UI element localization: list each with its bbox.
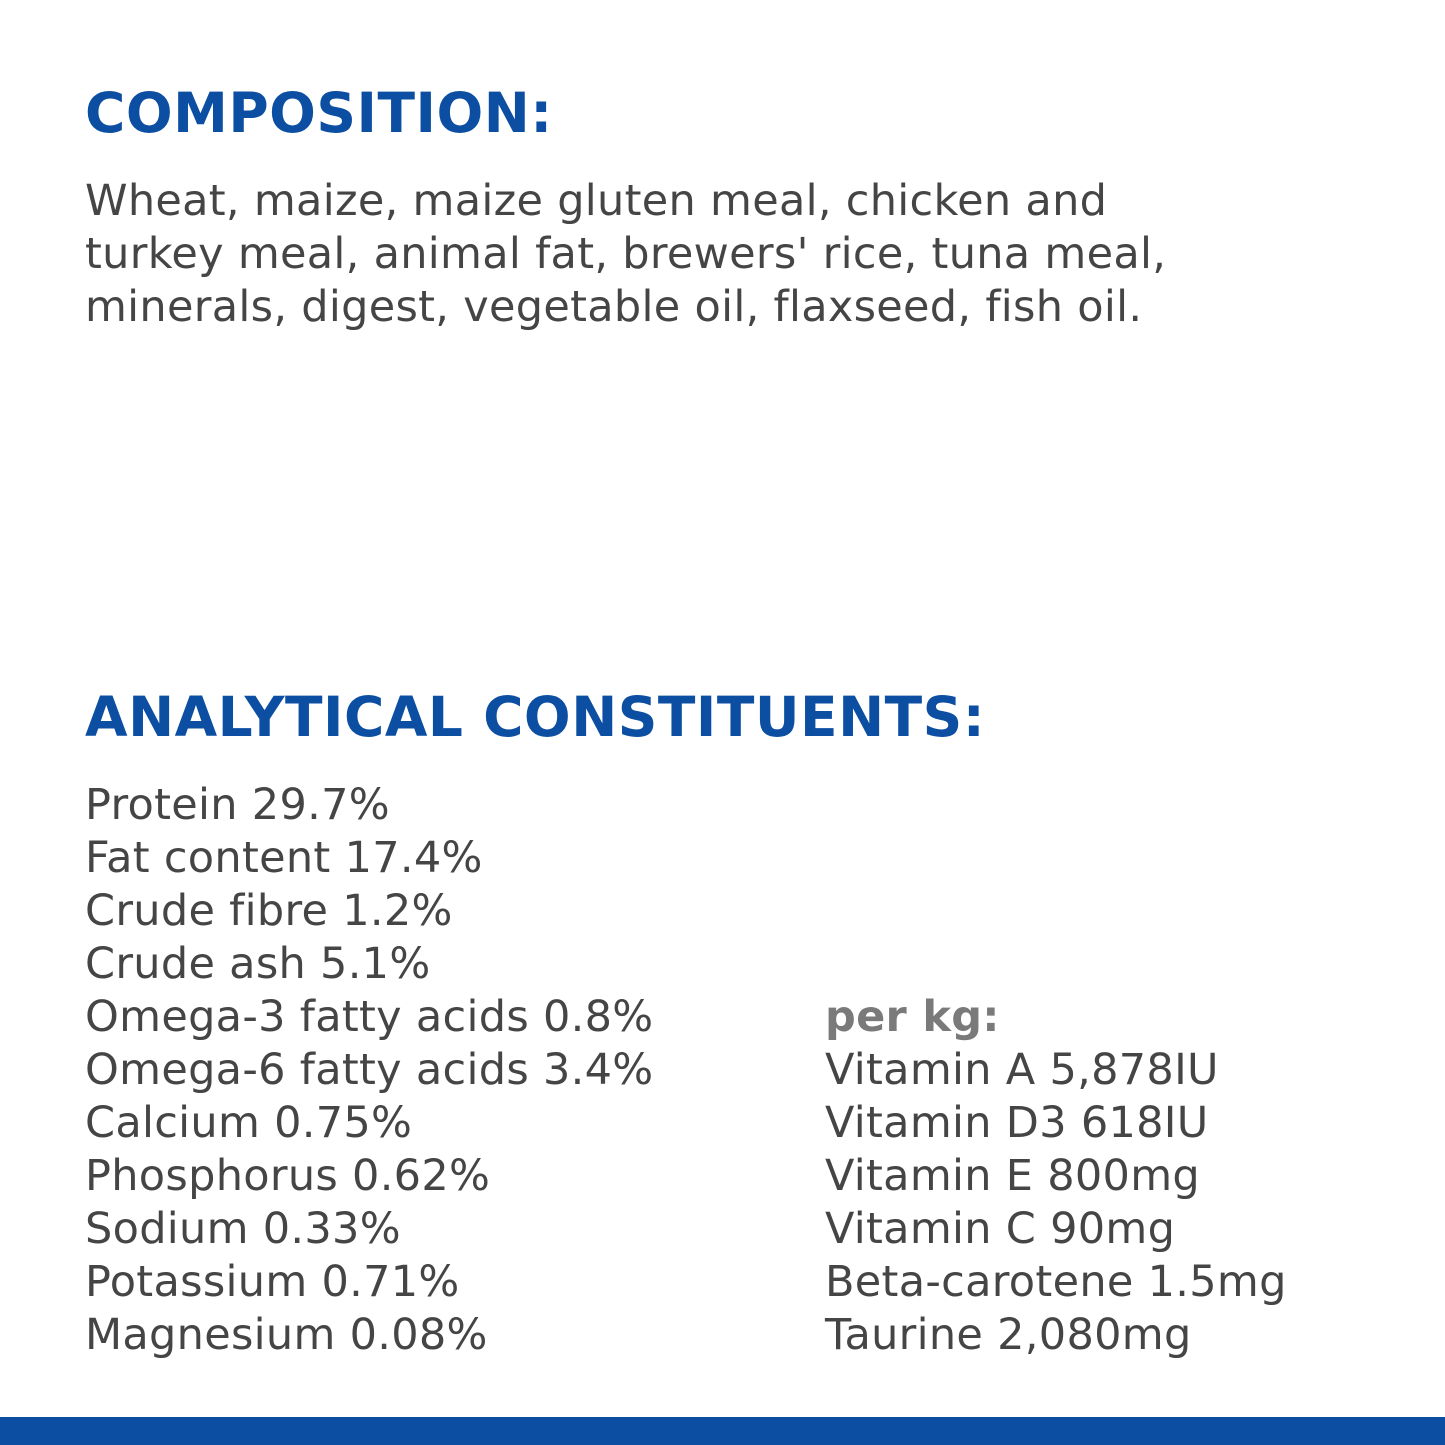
composition-text bbox=[85, 175, 1365, 334]
constituent-item: Protein 29.7% bbox=[85, 780, 390, 830]
constituent-item: Calcium 0.75% bbox=[85, 1098, 413, 1148]
constituents-list bbox=[85, 779, 653, 1362]
composition-heading: COMPOSITION: bbox=[85, 81, 553, 145]
footer-bar bbox=[0, 1417, 1445, 1445]
composition-line: Wheat, maize, maize gluten meal, chicken and bbox=[85, 176, 1108, 226]
constituent-item: Potassium 0.71% bbox=[85, 1257, 460, 1307]
per-kg-item: Vitamin D3 618IU bbox=[825, 1098, 1209, 1148]
constituent-item: Phosphorus 0.62% bbox=[85, 1151, 491, 1201]
composition-line: turkey meal, animal fat, brewers' rice, tuna meal, bbox=[85, 229, 1167, 279]
analytical-constituents-heading: ANALYTICAL CONSTITUENTS: bbox=[85, 685, 986, 749]
per-kg-title: per kg: bbox=[825, 992, 1000, 1042]
constituent-item: Crude fibre 1.2% bbox=[85, 886, 453, 936]
per-kg-item: Vitamin A 5,878IU bbox=[825, 1045, 1219, 1095]
constituent-item: Fat content 17.4% bbox=[85, 833, 483, 883]
per-kg-item: Beta-carotene 1.5mg bbox=[825, 1257, 1287, 1307]
constituent-item: Omega-3 fatty acids 0.8% bbox=[85, 992, 654, 1042]
per-kg-item: Vitamin C 90mg bbox=[825, 1204, 1176, 1254]
constituent-item: Omega-6 fatty acids 3.4% bbox=[85, 1045, 654, 1095]
per-kg-item: Vitamin E 800mg bbox=[825, 1151, 1200, 1201]
composition-line: minerals, digest, vegetable oil, flaxseed, fish oil. bbox=[85, 282, 1143, 332]
constituent-item: Magnesium 0.08% bbox=[85, 1310, 488, 1360]
per-kg-item: Taurine 2,080mg bbox=[825, 1310, 1192, 1360]
constituent-item: Crude ash 5.1% bbox=[85, 939, 431, 989]
per-kg-list bbox=[825, 991, 1287, 1362]
constituent-item: Sodium 0.33% bbox=[85, 1204, 401, 1254]
